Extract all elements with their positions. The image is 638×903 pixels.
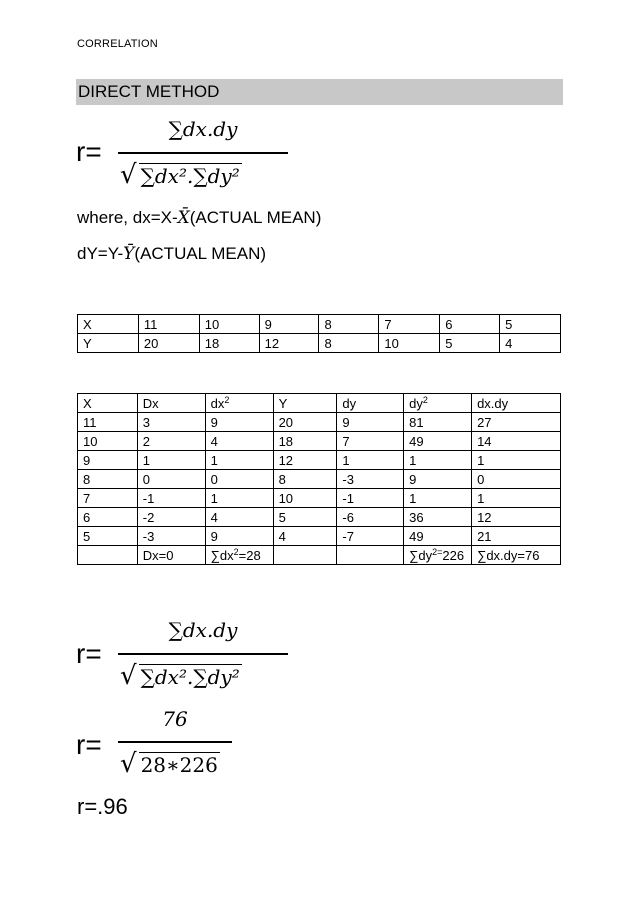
table-cell: 10 bbox=[199, 315, 259, 334]
calc-denominator-2-value: 28∗226 bbox=[140, 753, 218, 777]
page-header: CORRELATION bbox=[77, 38, 158, 50]
table-cell: 18 bbox=[199, 334, 259, 353]
table-cell: 6 bbox=[78, 508, 138, 527]
total-x bbox=[78, 546, 138, 565]
total-dx: Dx=0 bbox=[137, 546, 205, 565]
section-heading-bar bbox=[76, 79, 563, 105]
calc-lhs-1: r= bbox=[76, 638, 102, 669]
where-line-1-prefix: where, dx=X- bbox=[77, 208, 178, 227]
y-bar-symbol: Ȳ bbox=[123, 244, 135, 264]
where-line-1-suffix: (ACTUAL MEAN) bbox=[189, 208, 322, 227]
header-dy2: $dy^2$ bbox=[404, 394, 472, 413]
table-row bbox=[78, 527, 561, 546]
table-cell: 1 bbox=[337, 451, 404, 470]
table-cell: 7 bbox=[337, 432, 404, 451]
table-cell: 9 bbox=[78, 451, 138, 470]
table-cell: -3 bbox=[137, 527, 205, 546]
table-cell: 10 bbox=[78, 432, 138, 451]
header-y: Y bbox=[273, 394, 337, 413]
header-dx: Dx bbox=[137, 394, 205, 413]
table-cell: 12 bbox=[273, 451, 337, 470]
calc-lhs-2: r= bbox=[76, 729, 102, 760]
table-cell: 0 bbox=[472, 470, 561, 489]
calc-numerator-1: ∑dx.dy bbox=[168, 618, 238, 642]
header-dy: dy bbox=[337, 394, 404, 413]
table-cell: 27 bbox=[472, 413, 561, 432]
table-cell: 8 bbox=[319, 315, 379, 334]
calc-denominator-2 bbox=[120, 749, 220, 779]
total-dxdy: ∑dx.dy=76 bbox=[472, 546, 561, 565]
table-cell: 2 bbox=[137, 432, 205, 451]
table-cell: 1 bbox=[205, 489, 273, 508]
table-cell: 1 bbox=[472, 451, 561, 470]
total-dy bbox=[337, 546, 404, 565]
table-cell: 20 bbox=[138, 334, 199, 353]
calc-denominator-1 bbox=[120, 661, 242, 691]
table-cell: 49 bbox=[404, 527, 472, 546]
table-cell: 6 bbox=[440, 315, 500, 334]
table-cell: 1 bbox=[205, 451, 273, 470]
table-cell: -2 bbox=[137, 508, 205, 527]
table-cell: 36 bbox=[404, 508, 472, 527]
table-cell: 4 bbox=[500, 334, 561, 353]
table-row bbox=[78, 315, 561, 334]
table-cell: 10 bbox=[273, 489, 337, 508]
table-cell: X bbox=[78, 315, 139, 334]
where-line-2 bbox=[77, 244, 266, 264]
table-row bbox=[78, 489, 561, 508]
table-cell: 81 bbox=[404, 413, 472, 432]
table-cell: 9 bbox=[259, 315, 319, 334]
section-title: DIRECT METHOD bbox=[78, 82, 220, 101]
xy-data-table bbox=[77, 314, 561, 353]
table-cell: -6 bbox=[337, 508, 404, 527]
table-cell: 1 bbox=[472, 489, 561, 508]
formula-lhs: r= bbox=[76, 136, 102, 167]
table-cell: 5 bbox=[440, 334, 500, 353]
table-cell: 5 bbox=[78, 527, 138, 546]
table-cell: 1 bbox=[137, 451, 205, 470]
table-cell: 12 bbox=[472, 508, 561, 527]
table-cell: 1 bbox=[404, 489, 472, 508]
fraction-bar bbox=[118, 653, 288, 655]
formula-numerator: ∑dx.dy bbox=[168, 117, 238, 141]
table-cell: 20 bbox=[273, 413, 337, 432]
table-cell: 8 bbox=[273, 470, 337, 489]
table-cell: 9 bbox=[404, 470, 472, 489]
table-cell: 12 bbox=[259, 334, 319, 353]
table-cell: 5 bbox=[273, 508, 337, 527]
table-cell: -3 bbox=[337, 470, 404, 489]
table-row bbox=[78, 432, 561, 451]
total-dy2: $\sum dy^{2=}226$ bbox=[404, 546, 472, 565]
table-cell: 4 bbox=[273, 527, 337, 546]
where-line-2-prefix: dY=Y- bbox=[77, 244, 124, 263]
fraction-bar bbox=[118, 741, 232, 743]
table-cell: 9 bbox=[205, 527, 273, 546]
table-cell: -1 bbox=[337, 489, 404, 508]
where-line-2-suffix: (ACTUAL MEAN) bbox=[134, 244, 267, 263]
table-header-row bbox=[78, 394, 561, 413]
correlation-table bbox=[77, 393, 561, 565]
table-cell: 5 bbox=[500, 315, 561, 334]
total-y bbox=[273, 546, 337, 565]
fraction-bar bbox=[118, 152, 288, 154]
calc-denominator-1-value: ∑dx².∑dy² bbox=[140, 665, 240, 689]
table-cell: 7 bbox=[379, 315, 440, 334]
table-cell: 4 bbox=[205, 432, 273, 451]
table-cell: 0 bbox=[205, 470, 273, 489]
table-cell: 11 bbox=[138, 315, 199, 334]
table-cell: -7 bbox=[337, 527, 404, 546]
x-bar-symbol: X̄ bbox=[177, 208, 190, 228]
table-cell: 4 bbox=[205, 508, 273, 527]
table-cell: 9 bbox=[205, 413, 273, 432]
totals-row bbox=[78, 546, 561, 565]
table-cell: 8 bbox=[319, 334, 379, 353]
table-cell: 8 bbox=[78, 470, 138, 489]
table-cell: 0 bbox=[137, 470, 205, 489]
calc-numerator-2: 76 bbox=[162, 707, 188, 731]
table-cell: 3 bbox=[137, 413, 205, 432]
denominator-value: ∑dx².∑dy² bbox=[140, 164, 240, 188]
table-cell: 9 bbox=[337, 413, 404, 432]
table-row bbox=[78, 451, 561, 470]
table-cell: 1 bbox=[404, 451, 472, 470]
table-row bbox=[78, 470, 561, 489]
table-row bbox=[78, 334, 561, 353]
table-cell: 14 bbox=[472, 432, 561, 451]
sqrt-icon: √ bbox=[120, 661, 137, 691]
sqrt-icon: √ bbox=[120, 749, 137, 779]
table-cell: 18 bbox=[273, 432, 337, 451]
table-cell: 7 bbox=[78, 489, 138, 508]
table-cell: 49 bbox=[404, 432, 472, 451]
header-x: X bbox=[78, 394, 138, 413]
table-cell: -1 bbox=[137, 489, 205, 508]
sqrt-icon: √ bbox=[120, 160, 137, 190]
total-dx2: $\sum dx^2=28$ bbox=[205, 546, 273, 565]
where-line-1 bbox=[77, 208, 321, 228]
table-cell: 21 bbox=[472, 527, 561, 546]
table-row bbox=[78, 413, 561, 432]
table-cell: 10 bbox=[379, 334, 440, 353]
header-dxdy: dx.dy bbox=[472, 394, 561, 413]
table-cell: 11 bbox=[78, 413, 138, 432]
formula-denominator bbox=[120, 160, 242, 190]
table-row bbox=[78, 508, 561, 527]
final-result: r=.96 bbox=[77, 794, 128, 819]
table-cell: Y bbox=[78, 334, 139, 353]
header-dx2: $dx^2$ bbox=[205, 394, 273, 413]
